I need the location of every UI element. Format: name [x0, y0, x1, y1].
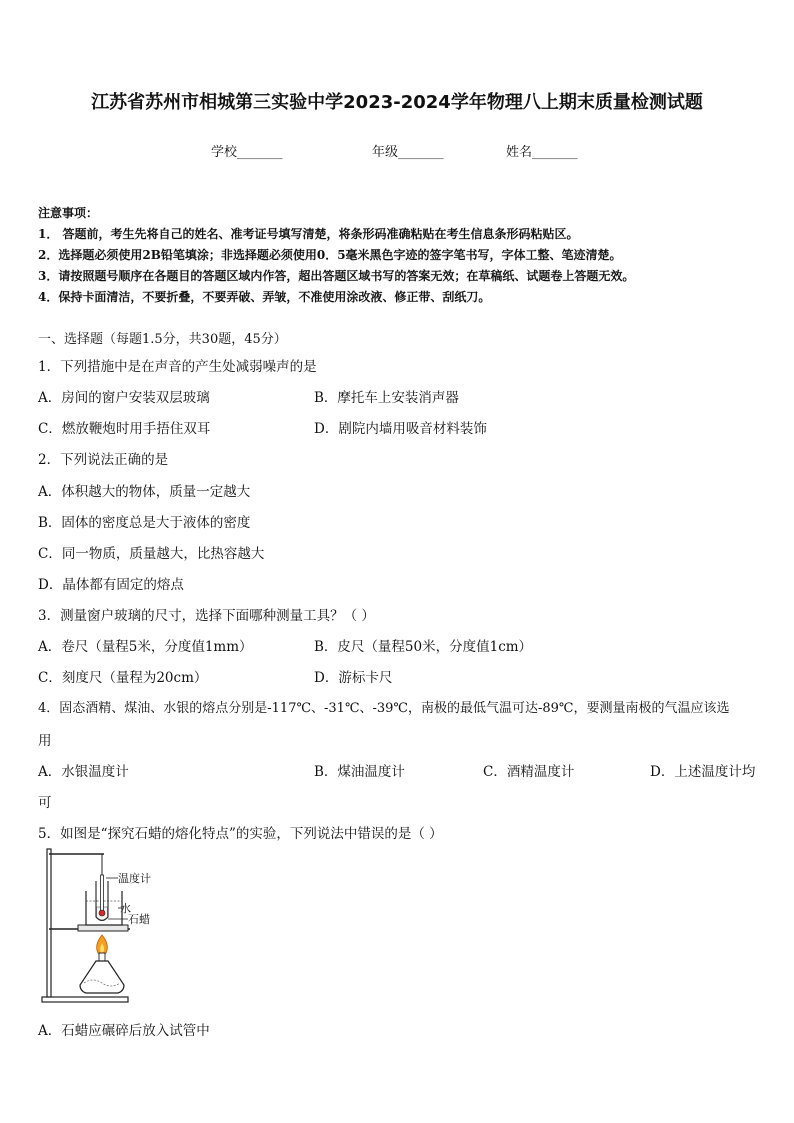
option-a: A．房间的窗户安装双层玻璃	[38, 390, 210, 406]
option-a: A．卷尺（量程5米，分度值1mm）	[38, 639, 253, 655]
option-d-continued: 可	[38, 795, 52, 811]
option-a: A．水银温度计	[38, 764, 129, 780]
grade-field	[372, 141, 444, 160]
option-d: D．游标卡尺	[314, 670, 393, 686]
name-field	[506, 141, 578, 160]
page-title: 江苏省苏州市相城第三实验中学2023-2024学年物理八上期末质量检测试题	[91, 92, 703, 113]
school-label: 学校	[211, 145, 238, 160]
notice-item: 4．保持卡面清洁，不要折叠，不要弄破、弄皱，不准使用涂改液、修正带、刮纸刀。	[38, 290, 491, 304]
school-field	[211, 141, 283, 160]
thermometer-bulb	[99, 910, 105, 916]
question-stem: 5．如图是“探究石蜡的熔化特点”的实验，下列说法中错误的是（ ）	[38, 826, 443, 842]
question-stem: 2．下列说法正确的是	[38, 452, 169, 468]
notice-item: 3．请按照题号顺序在各题目的答题区域内作答，超出答题区域书写的答案无效；在草稿纸、试题卷上答题无效。	[38, 269, 635, 283]
stand-base	[42, 997, 128, 1002]
notice-item: 1． 答题前，考生先将自己的姓名、准考证号填写清楚，将条形码准确粘贴在考生信息条形码粘贴区。	[38, 227, 579, 241]
section-heading: 一、选择题（每题1.5分，共30题，45分）	[38, 332, 287, 347]
question-stem-continued: 用	[38, 733, 52, 749]
option-c: C．刻度尺（量程为20cm）	[38, 670, 208, 686]
name-label: 姓名	[506, 145, 533, 160]
option-c: C．同一物质，质量越大，比热容越大	[38, 546, 265, 562]
name-blank: _______	[532, 145, 578, 160]
label-thermometer: 温度计	[118, 872, 151, 885]
notice-item: 2．选择题必须使用2B铅笔填涂；非选择题必须使用0．5毫米黑色字迹的签字笔书写，字体工整、笔迹清楚。	[38, 248, 622, 262]
wire-gauze	[78, 925, 128, 931]
label-wax: 石蜡	[128, 913, 150, 926]
lamp-wick	[99, 953, 105, 961]
label-water: 水	[120, 902, 131, 915]
option-b: B．摩托车上安装消声器	[314, 390, 459, 406]
option-d: D．剧院内墙用吸音材料装饰	[314, 421, 487, 437]
option-a: A．石蜡应碾碎后放入试管中	[38, 1023, 210, 1039]
notice-heading: 注意事项：	[38, 206, 99, 220]
experiment-figure	[38, 845, 168, 1010]
question-stem: 3．测量窗户玻璃的尺寸，选择下面哪种测量工具？（ ）	[38, 608, 375, 624]
alcohol-lamp	[80, 961, 124, 993]
option-c: C．酒精温度计	[483, 764, 575, 780]
grade-blank: _______	[398, 145, 444, 160]
option-b: B．皮尺（量程50米，分度值1cm）	[314, 639, 533, 655]
thermometer	[101, 875, 104, 913]
option-b: B．煤油温度计	[314, 764, 405, 780]
school-blank: _______	[237, 145, 283, 160]
option-c: C．燃放鞭炮时用手捂住双耳	[38, 421, 211, 437]
question-stem: 1．下列措施中是在声音的产生处减弱噪声的是	[38, 359, 317, 375]
option-d: D．上述温度计均	[650, 764, 756, 780]
option-d: D．晶体都有固定的熔点	[38, 577, 184, 593]
question-stem: 4．固态酒精、煤油、水银的熔点分别是-117℃、-31℃、-39℃，南极的最低气温可达-89℃，要测量南极的气温应该选	[38, 701, 730, 716]
stand-rod	[47, 849, 51, 997]
option-a: A．体积越大的物体，质量一定越大	[38, 484, 251, 500]
option-b: B．固体的密度总是大于液体的密度	[38, 515, 251, 531]
grade-label: 年级	[372, 145, 399, 160]
